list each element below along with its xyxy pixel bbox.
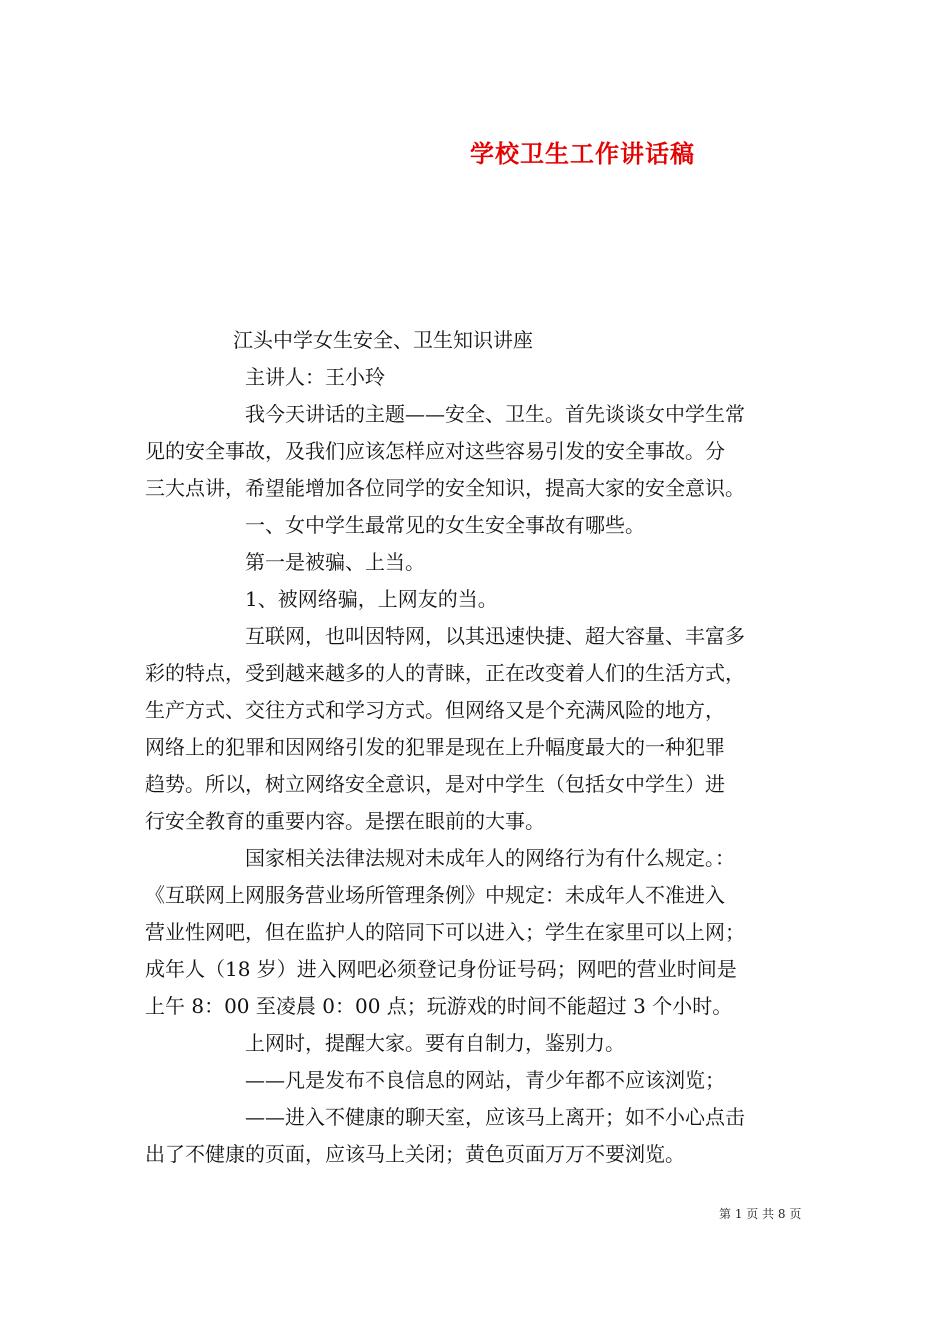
document-body bbox=[145, 322, 815, 1173]
paragraph-line: ——进入不健康的聊天室，应该马上离开；如不小心点击 bbox=[245, 1105, 745, 1129]
paragraph-line: 我今天讲话的主题——安全、卫生。首先谈谈女中学生常 bbox=[245, 402, 745, 426]
paragraph-line: 国家相关法律法规对未成年人的网络行为有什么规定。： bbox=[245, 846, 735, 870]
subsection-heading: 第一是被骗、上当。 bbox=[245, 550, 425, 574]
document-title: 学校卫生工作讲话稿 bbox=[470, 139, 695, 168]
section-heading: 一、女中学生最常见的女生安全事故有哪些。 bbox=[245, 513, 645, 537]
paragraph-line: 行安全教育的重要内容。是摆在眼前的大事。 bbox=[145, 809, 545, 833]
paragraph-line: 彩的特点，受到越来越多的人的青睐，正在改变着人们的生活方式， bbox=[145, 661, 745, 685]
paragraph-line: 网络上的犯罪和因网络引发的犯罪是现在上升幅度最大的一种犯罪 bbox=[145, 735, 725, 759]
paragraph-line: 上网时，提醒大家。要有自制力，鉴别力。 bbox=[245, 1031, 625, 1055]
paragraph-line: 营业性网吧，但在监护人的陪同下可以进入；学生在家里可以上网； bbox=[145, 920, 745, 944]
paragraph-line: ——凡是发布不良信息的网站，青少年都不应该浏览； bbox=[245, 1068, 725, 1092]
paragraph-line: 见的安全事故，及我们应该怎样应对这些容易引发的安全事故。分 bbox=[145, 439, 725, 463]
paragraph-line: 出了不健康的页面，应该马上关闭；黄色页面万万不要浏览。 bbox=[145, 1142, 685, 1166]
paragraph-line: 三大点讲，希望能增加各位同学的安全知识，提高大家的安全意识。 bbox=[145, 476, 745, 500]
paragraph-line: 互联网，也叫因特网，以其迅速快捷、超大容量、丰富多 bbox=[245, 624, 745, 648]
paragraph-line: 成年人（18 岁）进入网吧必须登记身份证号码；网吧的营业时间是 bbox=[145, 957, 737, 981]
speaker-line: 主讲人：王小玲 bbox=[245, 365, 385, 389]
paragraph-line: 趋势。所以，树立网络安全意识，是对中学生（包括女中学生）进 bbox=[145, 772, 725, 796]
lecture-heading: 江头中学女生安全、卫生知识讲座 bbox=[233, 328, 533, 352]
page-number-footer: 第 1 页 共 8 页 bbox=[719, 1207, 802, 1221]
item-heading: 1、被网络骗，上网友的当。 bbox=[245, 587, 498, 611]
paragraph-line: 生产方式、交往方式和学习方式。但网络又是个充满风险的地方， bbox=[145, 698, 725, 722]
paragraph-line: 上午 8：00 至凌晨 0：00 点；玩游戏的时间不能超过 3 个小时。 bbox=[145, 994, 733, 1018]
paragraph-line: 《互联网上网服务营业场所管理条例》中规定：未成年人不准进入 bbox=[145, 883, 725, 907]
